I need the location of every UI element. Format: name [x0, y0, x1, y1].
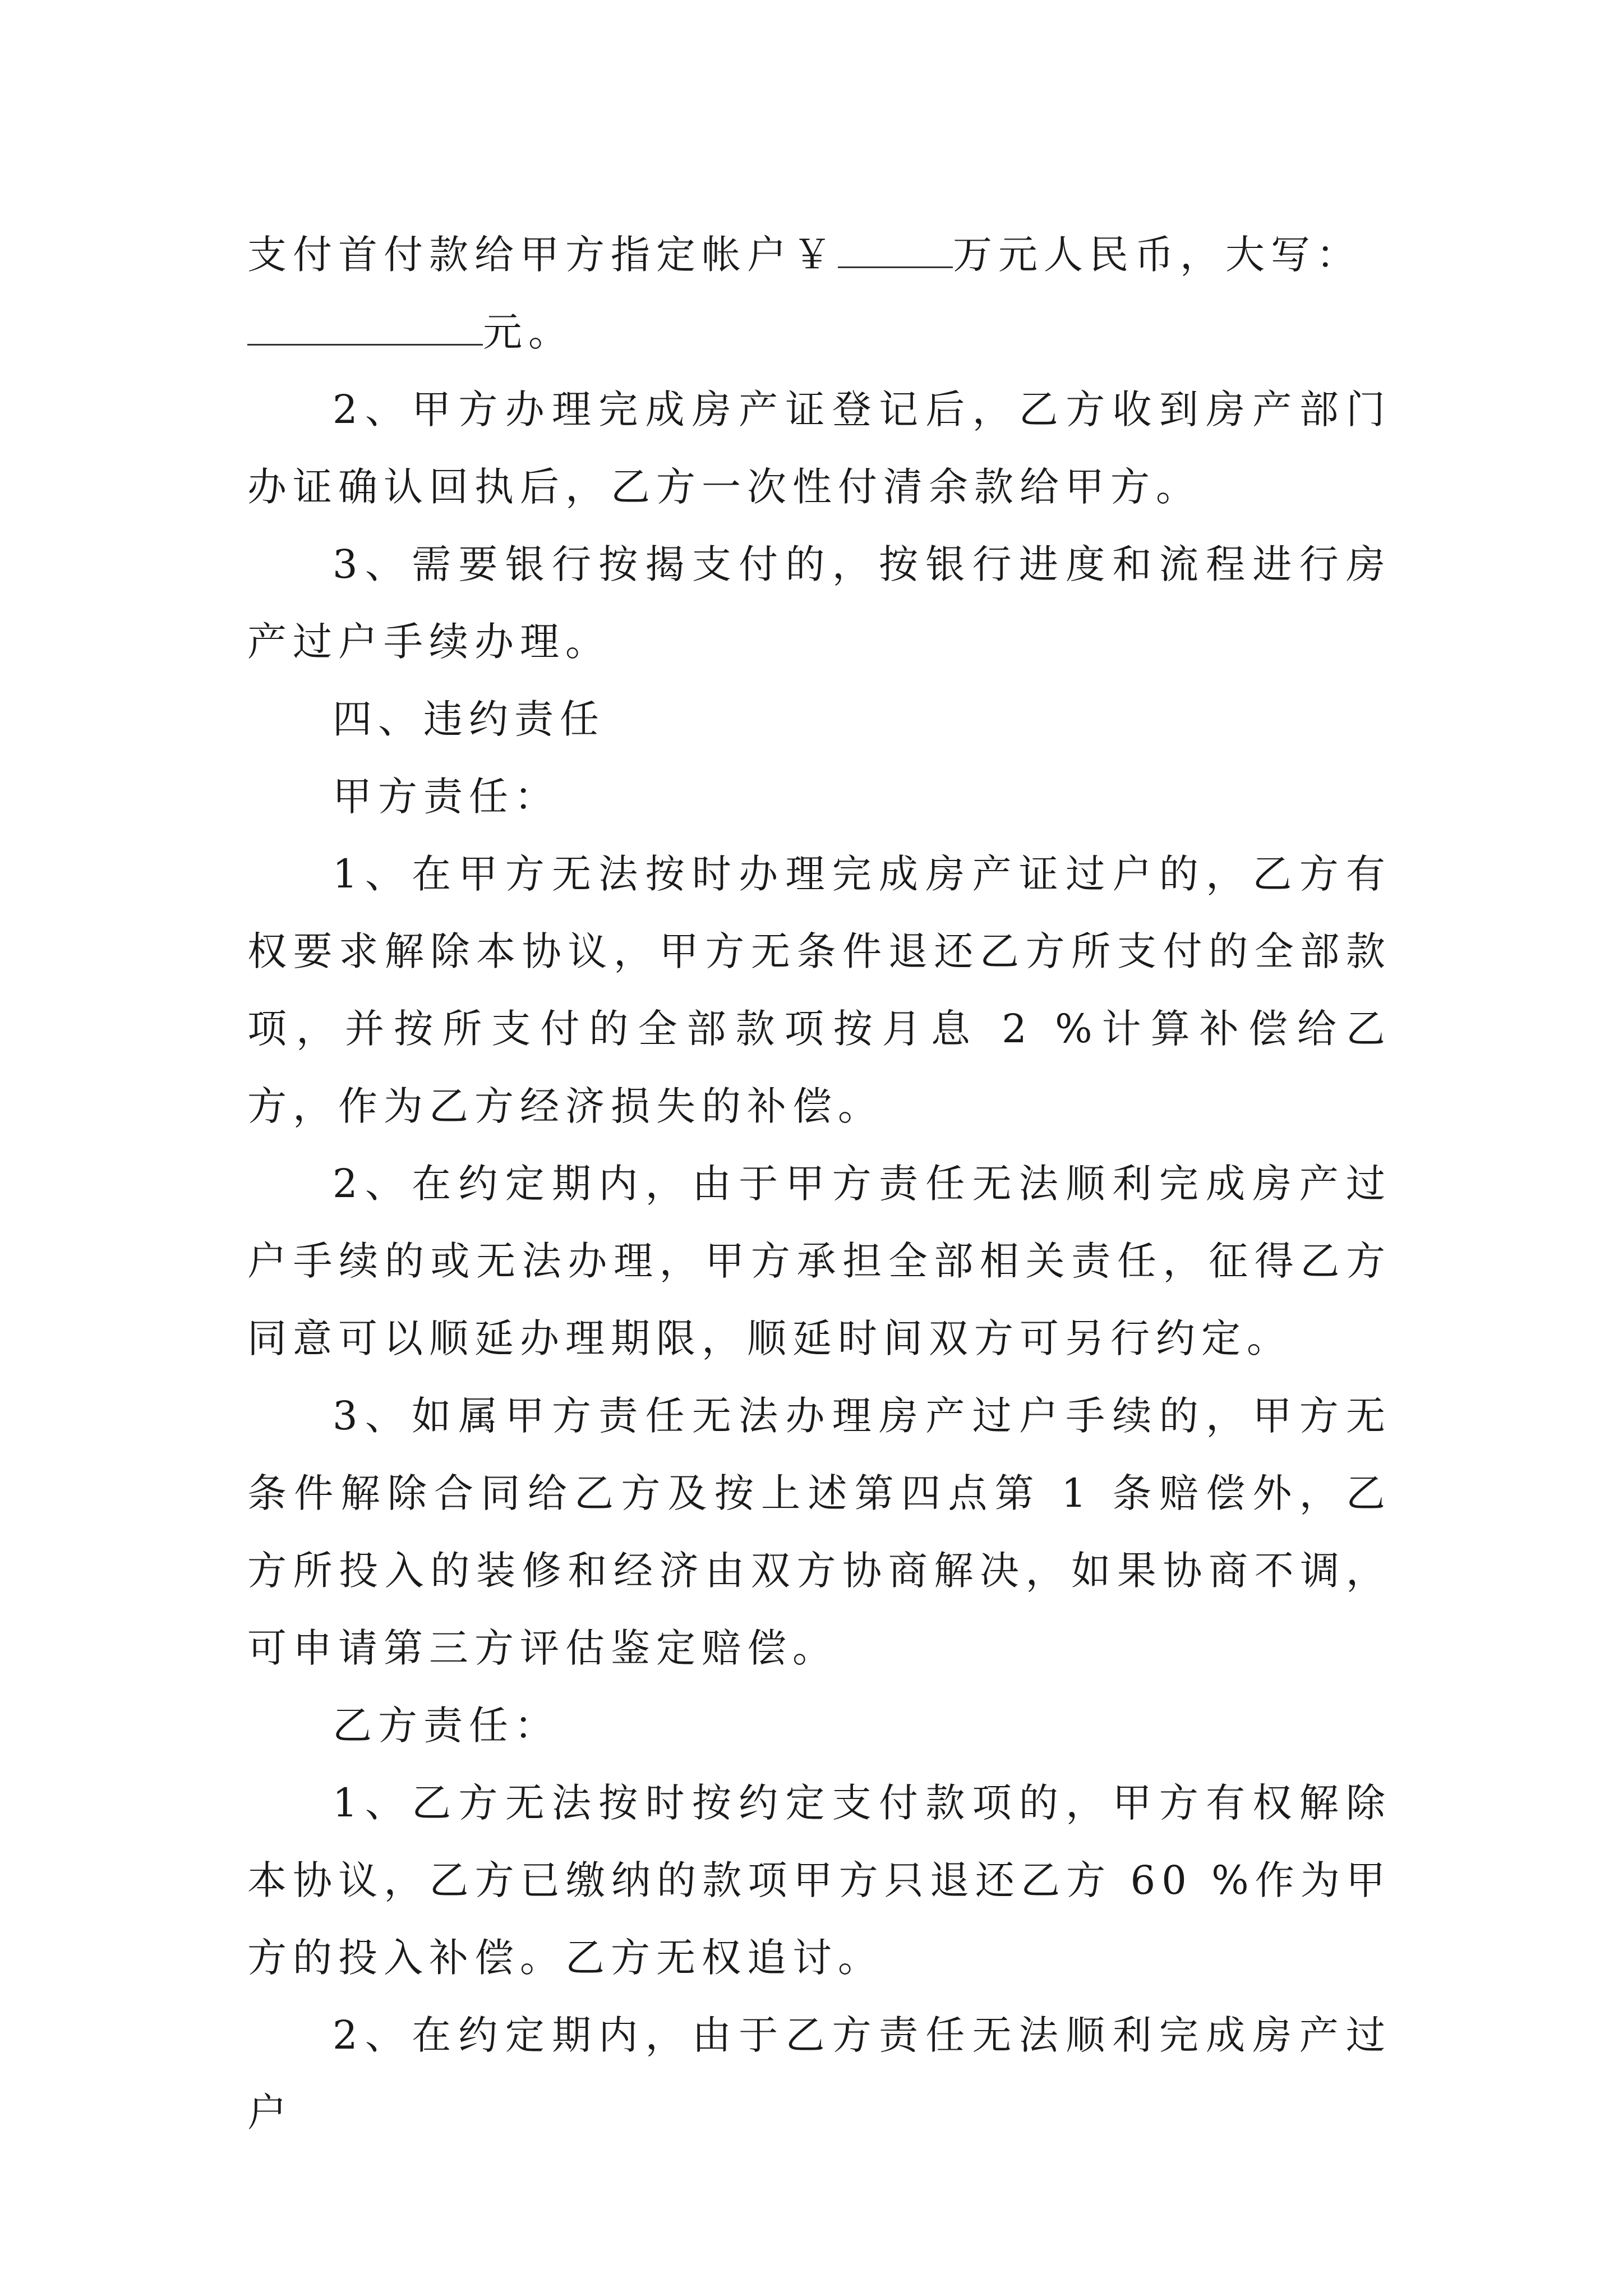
document-body [247, 216, 1391, 2151]
amount-in-words-blank [247, 309, 483, 346]
party-a-clause-3: 3、如属甲方责任无法办理房产过户手续的，甲方无条件解除合同给乙方及按上述第四点第 1 条赔偿外，乙方所投入的装修和经济由双方协商解决，如果协商不调，可申请第三方评估鉴定赔偿。 [247, 1393, 1391, 1671]
party-a-heading: 甲方责任： [333, 774, 560, 820]
party-b-clause-1: 1、乙方无法按时按约定支付款项的，甲方有权解除本协议，乙方已缴纳的款项甲方只退还乙方 60 %作为甲方的投入补偿。乙方无权追讨。 [247, 1780, 1391, 1981]
party-b-heading: 乙方责任： [333, 1703, 560, 1749]
party-a-clause-2: 2、在约定期内，由于甲方责任无法顺利完成房产过户手续的或无法办理，甲方承担全部相关责任，征得乙方同意可以顺延办理期限，顺延时间双方可另行约定。 [247, 1161, 1391, 1361]
amount-blank [838, 231, 953, 268]
payment-clause-text-start: 支付首付款给甲方指定帐户￥ [247, 232, 838, 278]
payment-clause-paragraph [247, 216, 1391, 371]
party-a-clause-1: 1、在甲方无法按时办理完成房产证过户的，乙方有权要求解除本协议，甲方无条件退还乙方所支付的全部款项，并按所支付的全部款项按月息 2 %计算补偿给乙方，作为乙方经济损失的补偿。 [247, 851, 1391, 1129]
payment-clause-text-mid: 万元人民币，大写： [953, 232, 1362, 278]
payment-clause-text-end: 元。 [483, 309, 574, 355]
party-b-clause-2: 2、在约定期内，由于乙方责任无法顺利完成房产过户 [247, 2012, 1391, 2136]
clause-2: 2、甲方办理完成房产证登记后，乙方收到房产部门办证确认回执后，乙方一次性付清余款给甲方。 [247, 386, 1391, 510]
section-title-breach-liability: 四、违约责任 [333, 696, 605, 742]
clause-3: 3、需要银行按揭支付的，按银行进度和流程进行房产过户手续办理。 [247, 541, 1391, 665]
